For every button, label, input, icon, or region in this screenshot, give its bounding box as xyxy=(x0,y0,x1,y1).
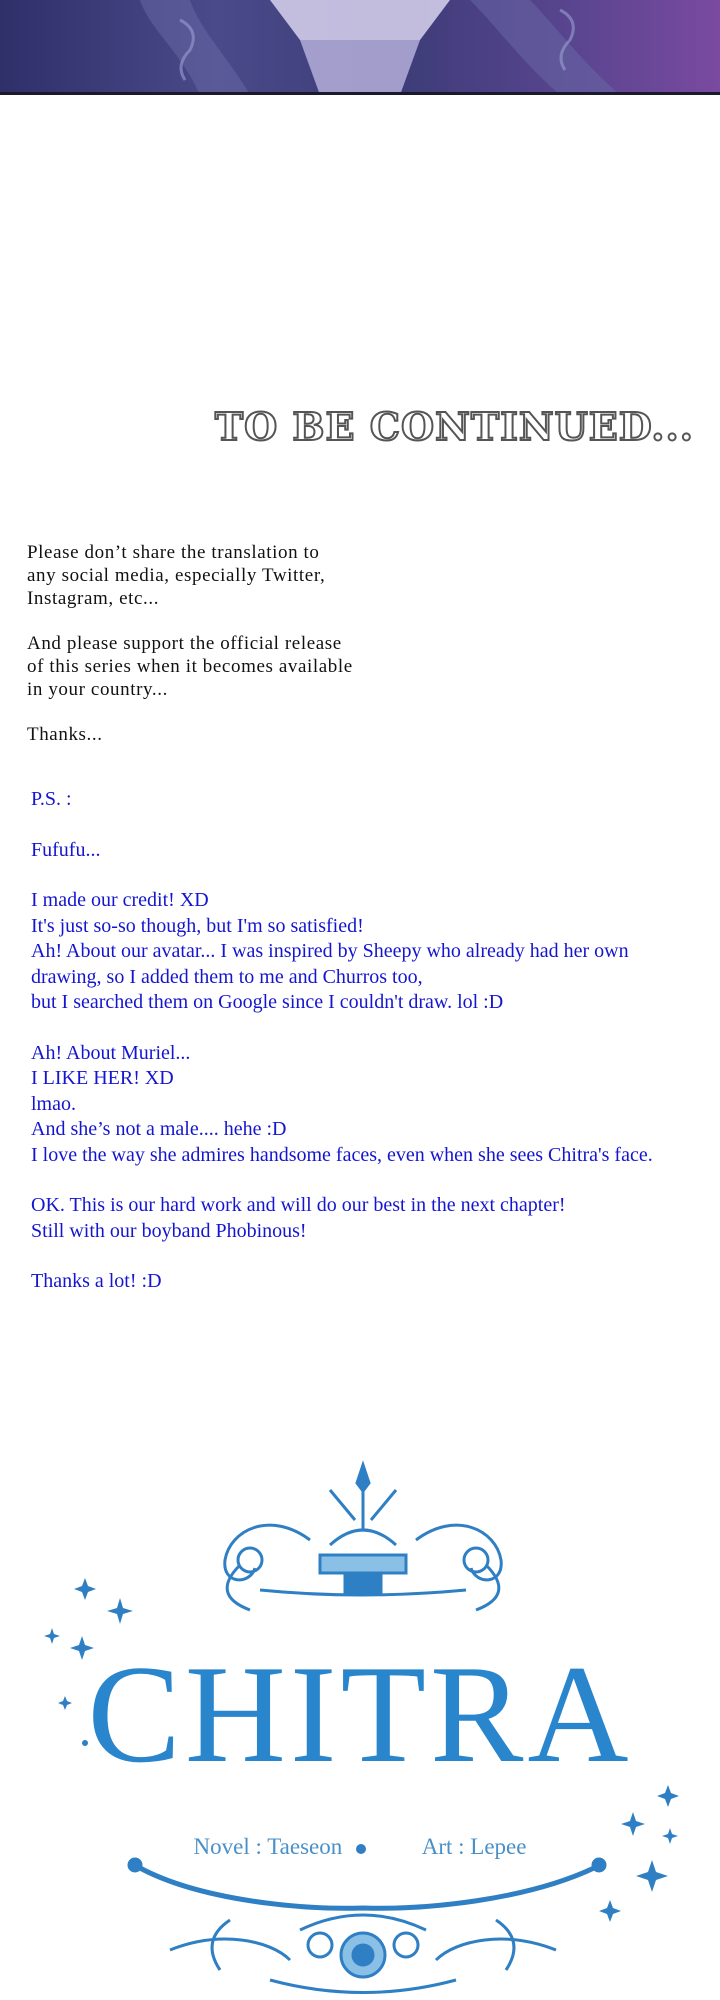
panel-artwork xyxy=(0,0,720,95)
notice-paragraph-1 xyxy=(27,541,427,610)
ps-closing: Thanks a lot! :D xyxy=(31,1270,162,1292)
ps-line: but I searched them on Google since I couldn't draw. lol :D xyxy=(31,991,504,1013)
ps-line: It's just so-so though, but I'm so satisfied! xyxy=(31,914,364,937)
ps-fufufu: Fufufu... xyxy=(31,838,101,861)
notice-thanks: Thanks... xyxy=(27,724,103,745)
notice-paragraph-2 xyxy=(27,632,427,701)
ps-line: Ah! About Muriel... xyxy=(31,1041,191,1064)
ps-message xyxy=(31,787,720,1320)
ps-line: OK. This is our hard work and will do our best in the next chapter! xyxy=(31,1194,566,1216)
novel-credit: Novel : Taeseon xyxy=(193,1834,343,1859)
art-credit: Art : Lepee xyxy=(421,1834,527,1859)
ps-heading: P.S. : xyxy=(31,788,72,810)
bottom-scroll-ornament-icon xyxy=(129,1859,605,1993)
notice-line: And please support the official release xyxy=(27,633,342,654)
notice-line: in your country... xyxy=(27,679,168,700)
comic-panel-top xyxy=(0,0,720,95)
chitra-title: CHITRA xyxy=(87,1637,633,1792)
ps-line: And she’s not a male.... hehe :D xyxy=(31,1118,287,1140)
ps-line: I love the way she admires handsome faces, even when she sees Chitra's face. xyxy=(31,1143,653,1166)
to-be-continued-text: TO BE CONTINUED... xyxy=(214,404,694,449)
notice-line: any social media, especially Twitter, xyxy=(27,565,326,586)
ps-line: I LIKE HER! XD xyxy=(31,1067,174,1089)
notice-line: of this series when it becomes available xyxy=(27,656,353,677)
crown-ornament-icon xyxy=(225,1465,501,1610)
ps-line: Ah! About our avatar... I was inspired by Sheepy who already had her own xyxy=(31,940,629,962)
ps-line: drawing, so I added them to me and Churros too, xyxy=(31,965,423,988)
translation-notice xyxy=(27,541,427,768)
notice-line: Instagram, etc... xyxy=(27,588,160,609)
ps-line: Still with our boyband Phobinous! xyxy=(31,1219,307,1242)
creator-credits xyxy=(0,1834,720,1860)
notice-line: Please don’t share the translation to xyxy=(27,542,320,563)
ps-paragraph-2 xyxy=(31,1041,720,1169)
ps-paragraph-1 xyxy=(31,888,720,1016)
ps-paragraph-3 xyxy=(31,1193,720,1244)
ps-line: lmao. xyxy=(31,1092,76,1115)
ps-line: I made our credit! XD xyxy=(31,889,209,911)
